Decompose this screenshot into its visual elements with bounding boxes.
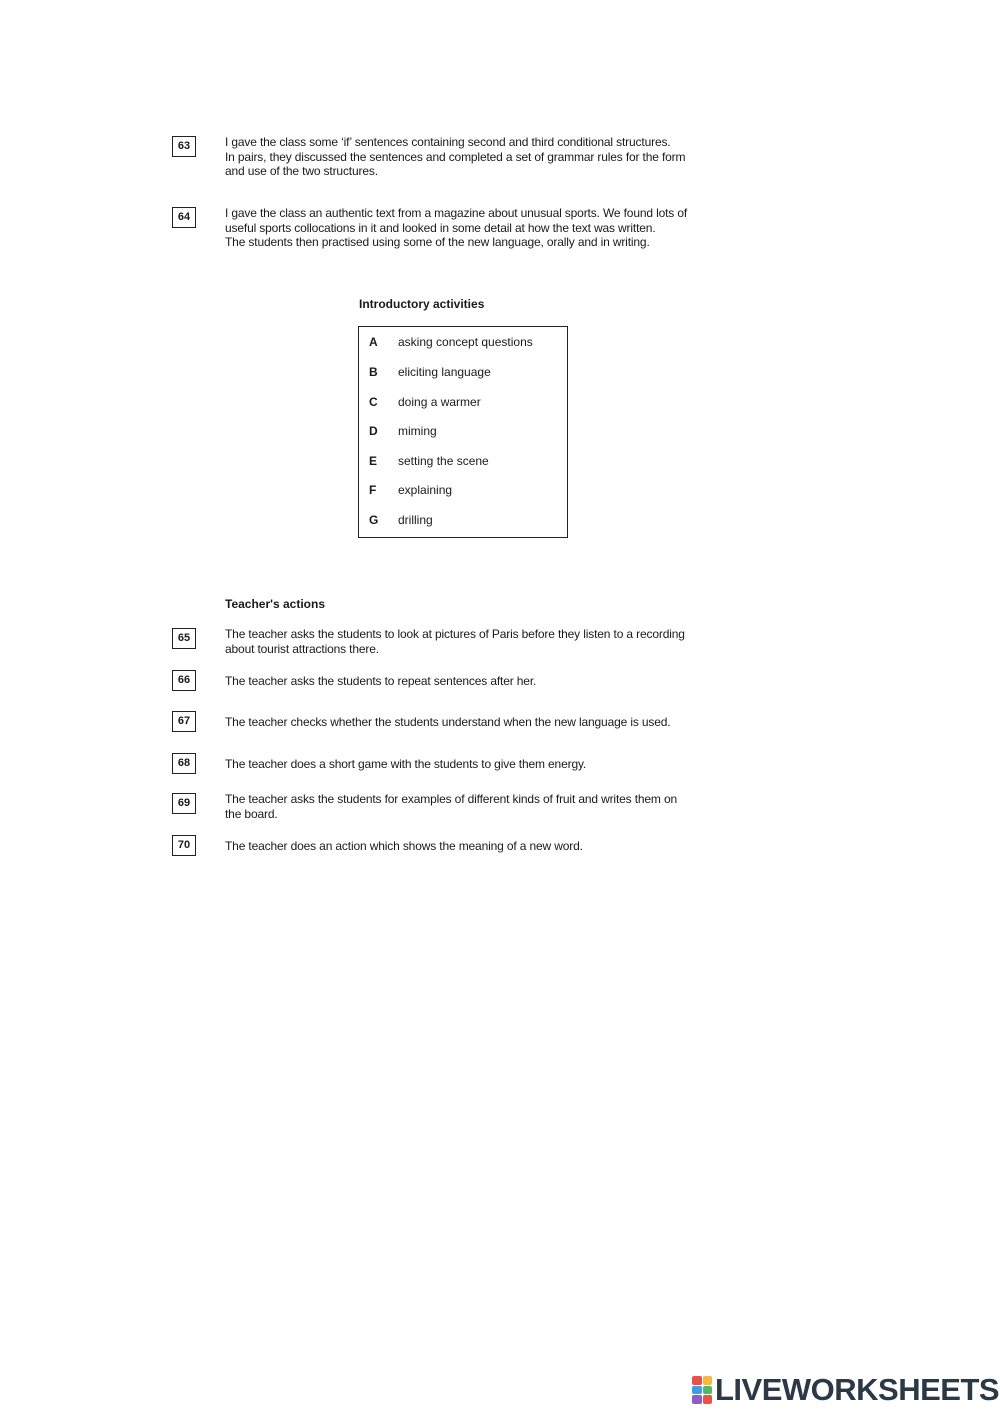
text-line: The teacher checks whether the students understand when the new language is used. xyxy=(225,715,671,729)
question-number-box[interactable]: 70 xyxy=(172,835,196,856)
text-line: the board. xyxy=(225,806,278,821)
question-number-box: 64 xyxy=(172,207,196,228)
logo-cell xyxy=(703,1395,713,1404)
option-label: doing a warmer xyxy=(398,395,481,409)
text-line: and use of the two structures. xyxy=(225,164,378,178)
option-label: explaining xyxy=(398,483,453,497)
option-letter: B xyxy=(369,365,378,379)
option-letter: C xyxy=(369,395,378,409)
text-line: In pairs, they discussed the sentences and completed a set of grammar rules for the form xyxy=(225,149,686,164)
question-number-box: 63 xyxy=(172,136,196,157)
liveworksheets-logo-icon xyxy=(692,1376,712,1404)
question-number-box[interactable]: 68 xyxy=(172,753,196,774)
option-letter: D xyxy=(369,424,378,438)
text-line: useful sports collocations in it and looked in some detail at how the text was written. xyxy=(225,220,656,235)
logo-cell xyxy=(692,1376,702,1385)
question-text xyxy=(225,135,685,179)
options-box xyxy=(358,326,568,538)
logo-cell xyxy=(703,1376,713,1385)
question-text xyxy=(225,206,687,250)
watermark-text: LIVEWORKSHEETS xyxy=(715,1372,1000,1407)
text-line: The teacher asks the students to look at pictures of Paris before they listen to a recording xyxy=(225,627,685,641)
option-letter: G xyxy=(369,513,379,527)
logo-cell xyxy=(692,1395,702,1404)
question-number-box[interactable]: 67 xyxy=(172,711,196,732)
text-line: I gave the class some ‘if’ sentences containing second and third conditional structures. xyxy=(225,135,671,149)
text-line: I gave the class an authentic text from a magazine about unusual sports. We found lots of xyxy=(225,206,688,220)
option-letter: E xyxy=(369,454,378,468)
logo-cell xyxy=(703,1386,713,1395)
question-number-box[interactable]: 66 xyxy=(172,670,196,691)
activities-heading: Introductory activities xyxy=(359,297,485,311)
action-text xyxy=(225,792,677,821)
action-text xyxy=(225,674,536,689)
actions-heading: Teacher's actions xyxy=(225,597,326,611)
question-number-box[interactable]: 65 xyxy=(172,628,196,649)
option-label: miming xyxy=(398,424,437,438)
option-label: asking concept questions xyxy=(398,335,533,349)
option-label: eliciting language xyxy=(398,365,491,379)
action-text xyxy=(225,627,685,656)
option-letter: F xyxy=(369,483,377,497)
action-text xyxy=(225,715,670,730)
text-line: The teacher does an action which shows the meaning of a new word. xyxy=(225,839,583,853)
option-label: setting the scene xyxy=(398,454,489,468)
text-line: The teacher asks the students to repeat sentences after her. xyxy=(225,674,537,688)
text-line: The students then practised using some of the new language, orally and in writing. xyxy=(225,235,650,249)
option-label: drilling xyxy=(398,513,433,527)
logo-cell xyxy=(692,1386,702,1395)
text-line: The teacher does a short game with the students to give them energy. xyxy=(225,757,587,771)
option-letter: A xyxy=(369,335,378,349)
action-text xyxy=(225,757,586,772)
question-number-box[interactable]: 69 xyxy=(172,793,196,814)
action-text xyxy=(225,839,583,854)
text-line: The teacher asks the students for examples of different kinds of fruit and writes them on xyxy=(225,792,678,806)
text-line: about tourist attractions there. xyxy=(225,641,379,656)
liveworksheets-watermark xyxy=(692,1374,999,1406)
